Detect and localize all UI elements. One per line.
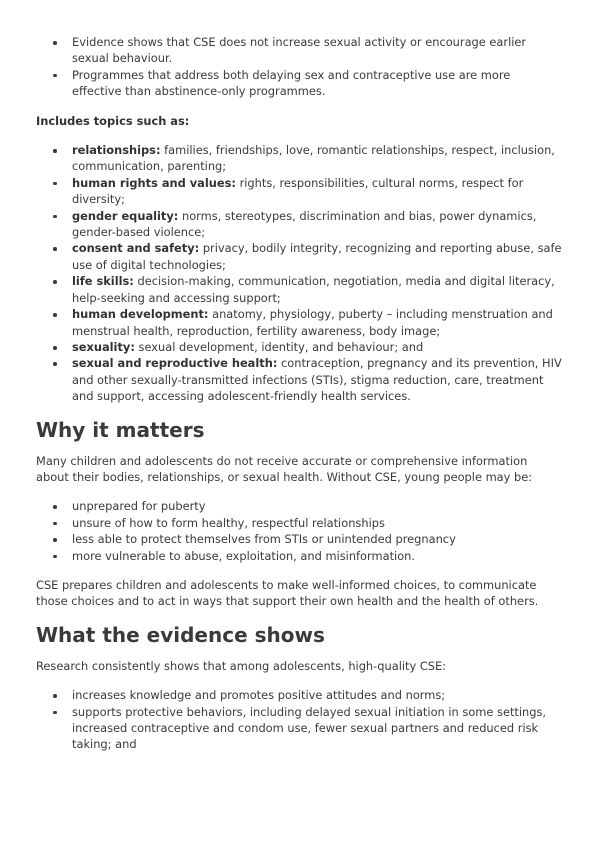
evidence-intro-paragraph: Research consistently shows that among adolescents, high-quality CSE: — [36, 658, 447, 673]
evidence-bullet-list — [36, 687, 562, 753]
topic-term: gender equality: — [72, 208, 179, 223]
topics-heading: Includes topics such as: — [36, 113, 190, 128]
section-heading-why: Why it matters — [36, 417, 205, 442]
list-item — [72, 339, 562, 355]
top-bullet-list — [36, 34, 562, 100]
topic-desc: privacy, bodily integrity, recognizing and reporting abuse, safe use of digital technologies; — [72, 241, 562, 272]
list-item: increases knowledge and promotes positive attitudes and norms; — [72, 687, 562, 703]
topic-term: sexual and reproductive health: — [72, 356, 278, 371]
list-item: unprepared for puberty — [72, 498, 562, 514]
topic-term: consent and safety: — [72, 241, 200, 256]
list-item — [72, 273, 562, 306]
list-item — [72, 355, 562, 404]
section-heading-evidence: What the evidence shows — [36, 622, 325, 647]
list-item: Programmes that address both delaying sex and contraceptive use are more effective than abstinence-only programmes. — [72, 67, 562, 100]
list-item: Evidence shows that CSE does not increase sexual activity or encourage earlier sexual behaviour. — [72, 34, 562, 67]
list-item — [72, 142, 562, 175]
why-outro-paragraph: CSE prepares children and adolescents to make well-informed choices, to communicate those choices and to act in ways that support their own health and the health of others. — [36, 577, 539, 609]
topic-term: human development: — [72, 307, 209, 322]
topic-desc: families, friendships, love, romantic relationships, respect, inclusion, communication, parenting; — [72, 143, 555, 174]
topic-desc: anatomy, physiology, puberty – including menstruation and menstrual health, reproduction, fertility awareness, body image; — [72, 307, 553, 338]
topics-list — [36, 142, 562, 405]
topic-desc: decision-making, communication, negotiation, media and digital literacy, help-seeking and accessing support; — [72, 274, 555, 305]
document-page — [36, 34, 562, 753]
topic-term: human rights and values: — [72, 175, 236, 190]
list-item: unsure of how to form healthy, respectful relationships — [72, 515, 562, 531]
list-item — [72, 208, 562, 241]
topic-desc: norms, stereotypes, discrimination and bias, power dynamics, gender-based violence; — [72, 208, 537, 240]
topic-desc: contraception, pregnancy and its prevention, HIV and other sexually-transmitted infections (STIs), stigma reduction, care, treatment and support, accessing adolescent-friendly health services. — [72, 356, 562, 404]
list-item — [72, 175, 562, 208]
topic-term: sexuality: — [72, 339, 135, 354]
list-item: more vulnerable to abuse, exploitation, and misinformation. — [72, 548, 562, 564]
list-item: less able to protect themselves from STIs or unintended pregnancy — [72, 531, 562, 547]
topic-term: life skills: — [72, 274, 134, 289]
topic-desc: sexual development, identity, and behaviour; and — [138, 339, 424, 354]
why-bullet-list — [36, 498, 562, 564]
list-item — [72, 306, 562, 339]
list-item: supports protective behaviors, including delayed sexual initiation in some settings, increased contraceptive and condom use, fewer sexual partners and reduced risk taking; and — [72, 704, 562, 753]
topic-desc: rights, responsibilities, cultural norms, respect for diversity; — [72, 175, 524, 207]
topic-term: relationships: — [72, 143, 161, 158]
list-item — [72, 240, 562, 273]
why-intro-paragraph: Many children and adolescents do not receive accurate or comprehensive information about their bodies, relationships, or sexual health. Without CSE, young people may be: — [36, 453, 533, 484]
